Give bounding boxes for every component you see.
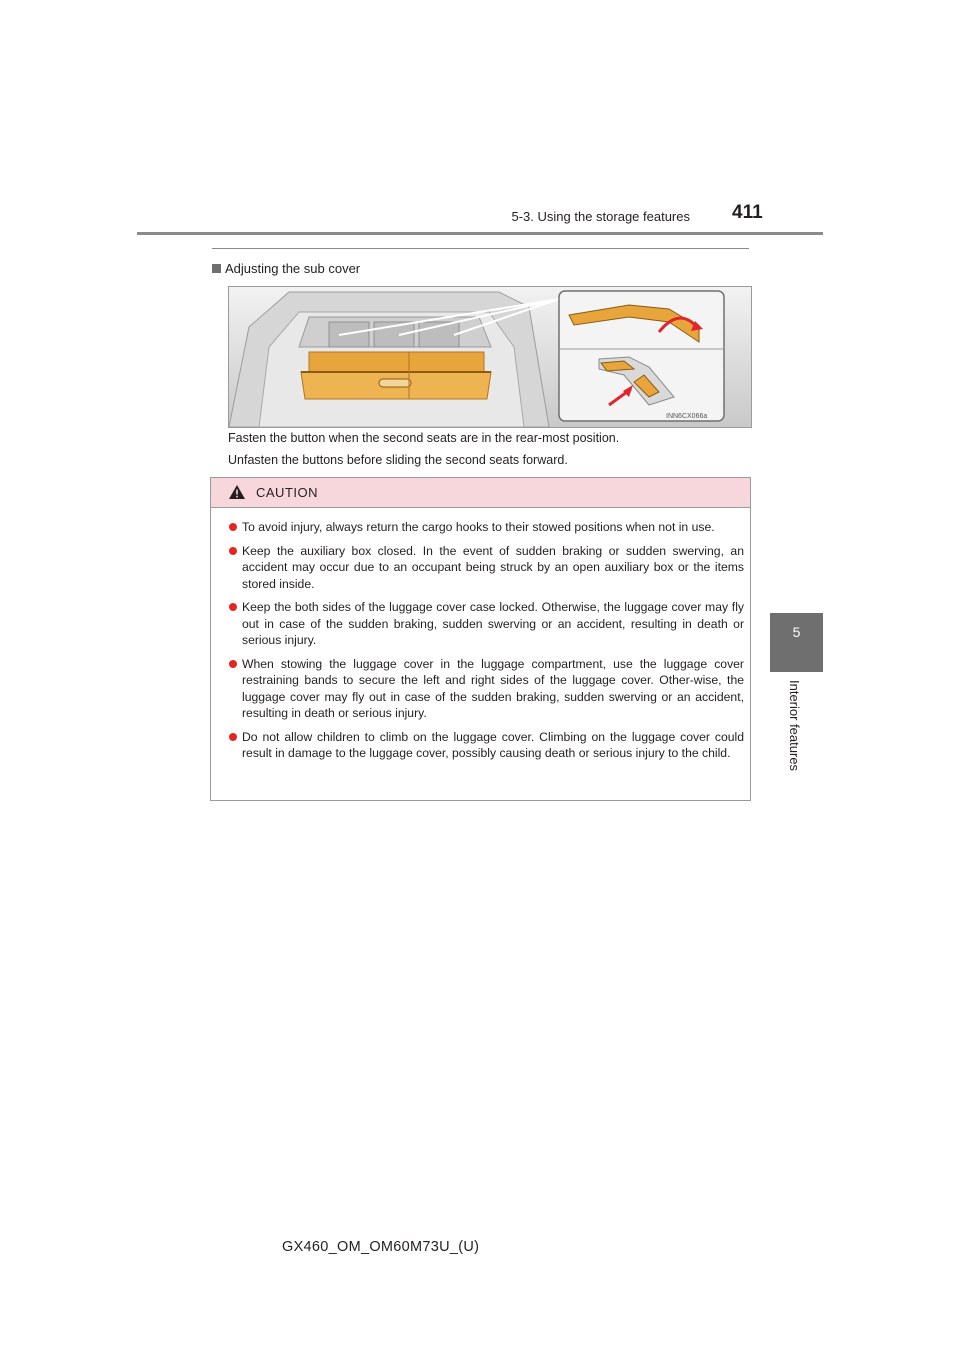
subsection-divider	[212, 248, 749, 249]
caution-item	[211, 729, 750, 762]
caution-item-text: Keep the auxiliary box closed. In the event of sudden braking or sudden swerving, an accident may occur due to an occupant being struck by an open auxiliary box or the items stored inside.	[242, 543, 744, 591]
red-bullet-icon	[229, 547, 237, 555]
red-bullet-icon	[229, 523, 237, 531]
document-code: GX460_OM_OM60M73U_(U)	[282, 1239, 480, 1255]
section-title: 5-3. Using the storage features	[511, 209, 690, 224]
caution-list	[211, 519, 750, 769]
subsection-title: Adjusting the sub cover	[225, 261, 361, 276]
square-bullet-icon	[212, 264, 221, 273]
body-paragraph-1: Fasten the button when the second seats are in the rear-most position.	[228, 431, 620, 445]
red-bullet-icon	[229, 733, 237, 741]
chapter-tab	[770, 613, 823, 672]
page-number: 411	[732, 202, 763, 223]
caution-item	[211, 519, 750, 536]
cargo-area-drawing	[229, 287, 751, 427]
caution-item	[211, 599, 750, 649]
chapter-number: 5	[792, 624, 801, 640]
luggage-cover-illustration	[228, 286, 752, 428]
red-bullet-icon	[229, 660, 237, 668]
caution-item-text: When stowing the luggage cover in the luggage compartment, use the luggage cover restraining bands to secure the left and right sides of the luggage cover. Other-wise, the luggage cover may fly out in case of the sudden braking, sudden swerving or an accident, resulting in death or serious injury.	[242, 656, 744, 720]
caution-item-text: To avoid injury, always return the cargo hooks to their stowed positions when not in use.	[242, 520, 715, 534]
caution-item	[211, 543, 750, 593]
caution-item-text: Keep the both sides of the luggage cover case locked. Otherwise, the luggage cover may fly out in case of the sudden braking, sudden swerving or an accident, resulting in death or serious injury.	[242, 600, 744, 647]
header-divider	[137, 232, 823, 235]
caution-title: CAUTION	[256, 485, 318, 500]
red-bullet-icon	[229, 603, 237, 611]
caution-item-text: Do not allow children to climb on the luggage cover. Climbing on the luggage cover could result in damage to the luggage cover, possibly causing death or serious injury to the child.	[242, 729, 744, 760]
caution-header	[211, 478, 750, 508]
chapter-title-vertical	[786, 680, 806, 820]
figure-code: INN6CX066a	[666, 413, 708, 420]
warning-icon	[228, 484, 246, 500]
chapter-title: Interior features	[787, 680, 802, 772]
subsection-heading	[212, 261, 360, 276]
caution-item	[211, 656, 750, 722]
body-paragraph-2: Unfasten the buttons before sliding the second seats forward.	[228, 453, 568, 467]
caution-box	[210, 477, 751, 801]
